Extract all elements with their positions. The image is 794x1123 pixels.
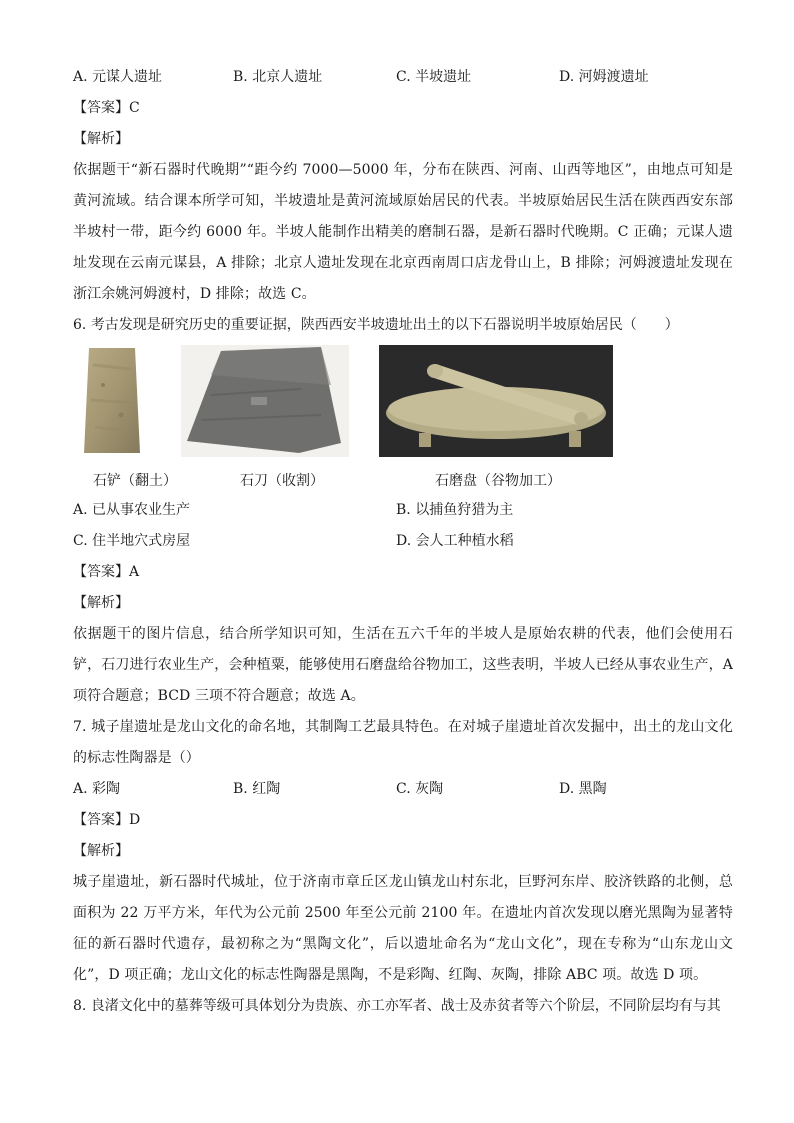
caption-stone-quern: 石磨盘（谷物加工）	[435, 473, 561, 489]
q5-analysis-label: 【解析】	[73, 131, 129, 147]
q7-analysis-label: 【解析】	[73, 843, 129, 859]
q7-option-b[interactable]: B. 红陶	[233, 781, 281, 797]
document-page	[73, 62, 733, 1022]
stone-quern-image	[379, 345, 613, 457]
q7-answer: 【答案】D	[73, 812, 141, 828]
q6-option-b[interactable]: B. 以捕鱼狩猎为主	[396, 502, 514, 518]
q6-options-row1	[73, 495, 733, 526]
q6-figures	[73, 345, 733, 468]
q7-option-d[interactable]: D. 黑陶	[559, 781, 607, 797]
q6-answer: 【答案】A	[73, 564, 140, 580]
q7-stem: 7. 城子崖遗址是龙山文化的命名地，其制陶工艺最具特色。在对城子崖遗址首次发掘中，出土的龙山文化的标志性陶器是（）	[73, 719, 733, 766]
q5-option-a[interactable]: A. 元谋人遗址	[73, 69, 163, 85]
q7-option-a[interactable]: A. 彩陶	[73, 781, 121, 797]
q6-option-d[interactable]: D. 会人工种植水稻	[396, 533, 514, 549]
q8-stem: 8. 良渚文化中的墓葬等级可具体划分为贵族、亦工亦军者、战士及赤贫者等六个阶层，不同阶层均有与其	[73, 998, 721, 1014]
q5-option-c[interactable]: C. 半坡遗址	[396, 69, 472, 85]
q7-analysis: 城子崖遗址，新石器时代城址，位于济南市章丘区龙山镇龙山村东北，巨野河东岸、胶济铁路的北侧，总面积为 22 万平方米，年代为公元前 2500 年至公元前 2100 年。在遗址内首次发现以磨光黑陶为显著特征的新石器时代遗存，最初称之为“黑陶文化”，后以遗址命名为“龙山文化”，现在专称为“山东龙山文化”，D 项正确；龙山文化的标志性陶器是黑陶，不是彩陶、红陶、灰陶，排除 ABC 项。故选 D 项。	[73, 874, 733, 983]
stone-knife-image	[181, 345, 349, 457]
q6-option-a[interactable]: A. 已从事农业生产	[73, 502, 191, 518]
q5-option-d[interactable]: D. 河姆渡遗址	[559, 69, 649, 85]
q6-stem: 6. 考古发现是研究历史的重要证据，陕西西安半坡遗址出土的以下石器说明半坡原始居民（ ）	[73, 317, 679, 333]
caption-stone-knife: 石刀（收割）	[240, 473, 324, 489]
stone-spade-image	[81, 345, 143, 457]
q7-options	[73, 774, 733, 805]
q6-option-c[interactable]: C. 住半地穴式房屋	[73, 533, 191, 549]
q5-answer: 【答案】C	[73, 100, 140, 116]
q7-option-c[interactable]: C. 灰陶	[396, 781, 444, 797]
q6-analysis: 依据题干的图片信息，结合所学知识可知，生活在五六千年的半坡人是原始农耕的代表，他们会使用石铲，石刀进行农业生产，会种植粟，能够使用石磨盘给谷物加工，这些表明，半坡人已经从事农业生产，A 项符合题意；BCD 三项不符合题意；故选 A。	[73, 626, 733, 704]
q6-captions	[73, 468, 733, 495]
q6-analysis-label: 【解析】	[73, 595, 129, 611]
q5-analysis: 依据题干“新石器时代晚期”“距今约 7000—5000 年，分布在陕西、河南、山西等地区”，由地点可知是黄河流域。结合课本所学可知，半坡遗址是黄河流域原始居民的代表。半坡原始居民生活在陕西西安东部半坡村一带，距今约 6000 年。半坡人能制作出精美的磨制石器，是新石器时代晚期。C 正确；元谋人遗址发现在云南元谋县，A 排除；北京人遗址发现在北京西南周口店龙骨山上，B 排除；河姆渡遗址发现在浙江余姚河姆渡村，D 排除；故选 C。	[73, 162, 733, 302]
q6-options-row2	[73, 526, 733, 557]
q5-option-b[interactable]: B. 北京人遗址	[233, 69, 323, 85]
caption-stone-spade: 石铲（翻土）	[93, 473, 177, 489]
q5-options	[73, 62, 733, 93]
